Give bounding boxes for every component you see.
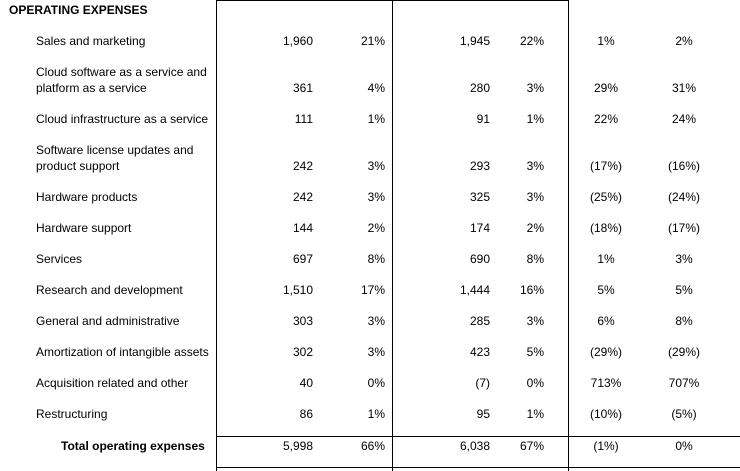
prior-percent-cell: 67% xyxy=(519,439,544,453)
current-amount-cell: 242 xyxy=(292,159,313,173)
row-label: Restructuring xyxy=(36,407,108,421)
prior-amount-cell: 1,945 xyxy=(459,34,490,48)
change-usd-cell: 6% xyxy=(597,314,615,328)
current-amount-cell: 697 xyxy=(292,252,313,266)
current-amount-cell: 5,998 xyxy=(282,439,313,453)
prior-amount-cell: 91 xyxy=(476,112,490,126)
prior-percent-cell: 5% xyxy=(526,345,544,359)
change-usd-cell: 5% xyxy=(597,283,615,297)
row-label: Research and development xyxy=(36,283,183,297)
prior-amount-cell: 285 xyxy=(469,314,490,328)
row-label: Sales and marketing xyxy=(36,34,146,48)
prior-percent-cell: 2% xyxy=(526,221,544,235)
current-percent-cell: 1% xyxy=(367,112,385,126)
table-row xyxy=(0,344,740,360)
change-constant-currency-cell: (29%) xyxy=(667,345,700,359)
current-percent-cell: 1% xyxy=(367,407,385,421)
top-rule xyxy=(216,0,569,1)
prior-amount-cell: 95 xyxy=(476,407,490,421)
row-label: Cloud infrastructure as a service xyxy=(36,112,209,126)
change-constant-currency-cell: (24%) xyxy=(667,190,700,204)
change-usd-cell: 1% xyxy=(597,34,615,48)
prior-amount-cell: 1,444 xyxy=(459,283,490,297)
current-percent-cell: 3% xyxy=(367,345,385,359)
current-amount-cell: 144 xyxy=(292,221,313,235)
change-usd-cell: 22% xyxy=(593,112,619,126)
table-row xyxy=(0,220,740,236)
change-constant-currency-cell: 3% xyxy=(675,252,693,266)
row-label: Acquisition related and other xyxy=(36,376,189,390)
table-row xyxy=(0,64,740,96)
prior-amount-cell: 293 xyxy=(469,159,490,173)
current-amount-cell: 361 xyxy=(292,81,313,95)
change-usd-cell: (29%) xyxy=(589,345,622,359)
prior-percent-cell: 16% xyxy=(519,283,544,297)
prior-amount-cell: 174 xyxy=(469,221,490,235)
change-usd-cell: 29% xyxy=(593,81,619,95)
current-percent-cell: 21% xyxy=(360,34,385,48)
current-percent-cell: 66% xyxy=(360,439,385,453)
prior-amount-cell: (7) xyxy=(475,376,490,390)
prior-percent-cell: 3% xyxy=(526,190,544,204)
prior-amount-cell: 280 xyxy=(469,81,490,95)
prior-amount-cell: 690 xyxy=(469,252,490,266)
prior-percent-cell: 8% xyxy=(526,252,544,266)
change-usd-cell: (25%) xyxy=(589,190,622,204)
prior-percent-cell: 3% xyxy=(526,81,544,95)
change-constant-currency-cell: 8% xyxy=(675,314,693,328)
prior-percent-cell: 1% xyxy=(526,112,544,126)
table-row xyxy=(0,33,740,49)
change-usd-cell: (1%) xyxy=(593,439,619,453)
current-amount-cell: 302 xyxy=(292,345,313,359)
total-row xyxy=(0,438,740,454)
prior-percent-cell: 1% xyxy=(526,407,544,421)
current-amount-cell: 242 xyxy=(292,190,313,204)
total-rule xyxy=(216,436,740,437)
current-amount-cell: 111 xyxy=(294,112,313,126)
prior-percent-cell: 0% xyxy=(526,376,544,390)
table-row xyxy=(0,406,740,422)
row-label: Amortization of intangible assets xyxy=(36,345,209,359)
row-label: Services xyxy=(36,252,83,266)
change-usd-cell: (17%) xyxy=(589,159,622,173)
current-amount-cell: 303 xyxy=(292,314,313,328)
current-percent-cell: 3% xyxy=(367,190,385,204)
change-constant-currency-cell: (5%) xyxy=(671,407,697,421)
change-constant-currency-cell: 2% xyxy=(675,34,693,48)
table-row xyxy=(0,111,740,127)
row-label: Hardware products xyxy=(36,190,138,204)
current-amount-cell: 86 xyxy=(299,407,313,421)
change-usd-cell: (10%) xyxy=(589,407,622,421)
current-amount-cell: 40 xyxy=(299,376,313,390)
prior-percent-cell: 22% xyxy=(519,34,544,48)
change-usd-cell: 1% xyxy=(597,252,615,266)
table-row xyxy=(0,142,740,174)
prior-percent-cell: 3% xyxy=(526,314,544,328)
bottom-rule xyxy=(216,467,740,468)
change-constant-currency-cell: 707% xyxy=(668,376,700,390)
current-percent-cell: 2% xyxy=(367,221,385,235)
current-amount-cell: 1,510 xyxy=(282,283,313,297)
current-percent-cell: 0% xyxy=(367,376,385,390)
row-label: General and administrative xyxy=(36,314,180,328)
change-constant-currency-cell: 31% xyxy=(671,81,697,95)
change-usd-cell: 713% xyxy=(590,376,622,390)
row-label: Hardware support xyxy=(36,221,132,235)
change-constant-currency-cell: (17%) xyxy=(667,221,700,235)
current-percent-cell: 8% xyxy=(367,252,385,266)
table-row xyxy=(0,282,740,298)
section-title: OPERATING EXPENSES xyxy=(9,3,148,17)
table-row xyxy=(0,313,740,329)
current-percent-cell: 4% xyxy=(367,81,385,95)
prior-amount-cell: 423 xyxy=(469,345,490,359)
change-constant-currency-cell: 24% xyxy=(671,112,697,126)
prior-amount-cell: 325 xyxy=(469,190,490,204)
change-constant-currency-cell: 5% xyxy=(675,283,693,297)
row-label: Cloud software as a service and platform as a service xyxy=(36,65,207,95)
current-amount-cell: 1,960 xyxy=(282,34,313,48)
change-usd-cell: (18%) xyxy=(589,221,622,235)
table-row xyxy=(0,375,740,391)
change-constant-currency-cell: (16%) xyxy=(667,159,700,173)
current-percent-cell: 17% xyxy=(360,283,385,297)
current-percent-cell: 3% xyxy=(367,314,385,328)
current-percent-cell: 3% xyxy=(367,159,385,173)
row-label: Software license updates and product support xyxy=(36,143,194,173)
total-label: Total operating expenses xyxy=(61,439,205,453)
table-row xyxy=(0,251,740,267)
prior-percent-cell: 3% xyxy=(526,159,544,173)
change-constant-currency-cell: 0% xyxy=(675,439,693,453)
table-row xyxy=(0,189,740,205)
prior-amount-cell: 6,038 xyxy=(459,439,490,453)
